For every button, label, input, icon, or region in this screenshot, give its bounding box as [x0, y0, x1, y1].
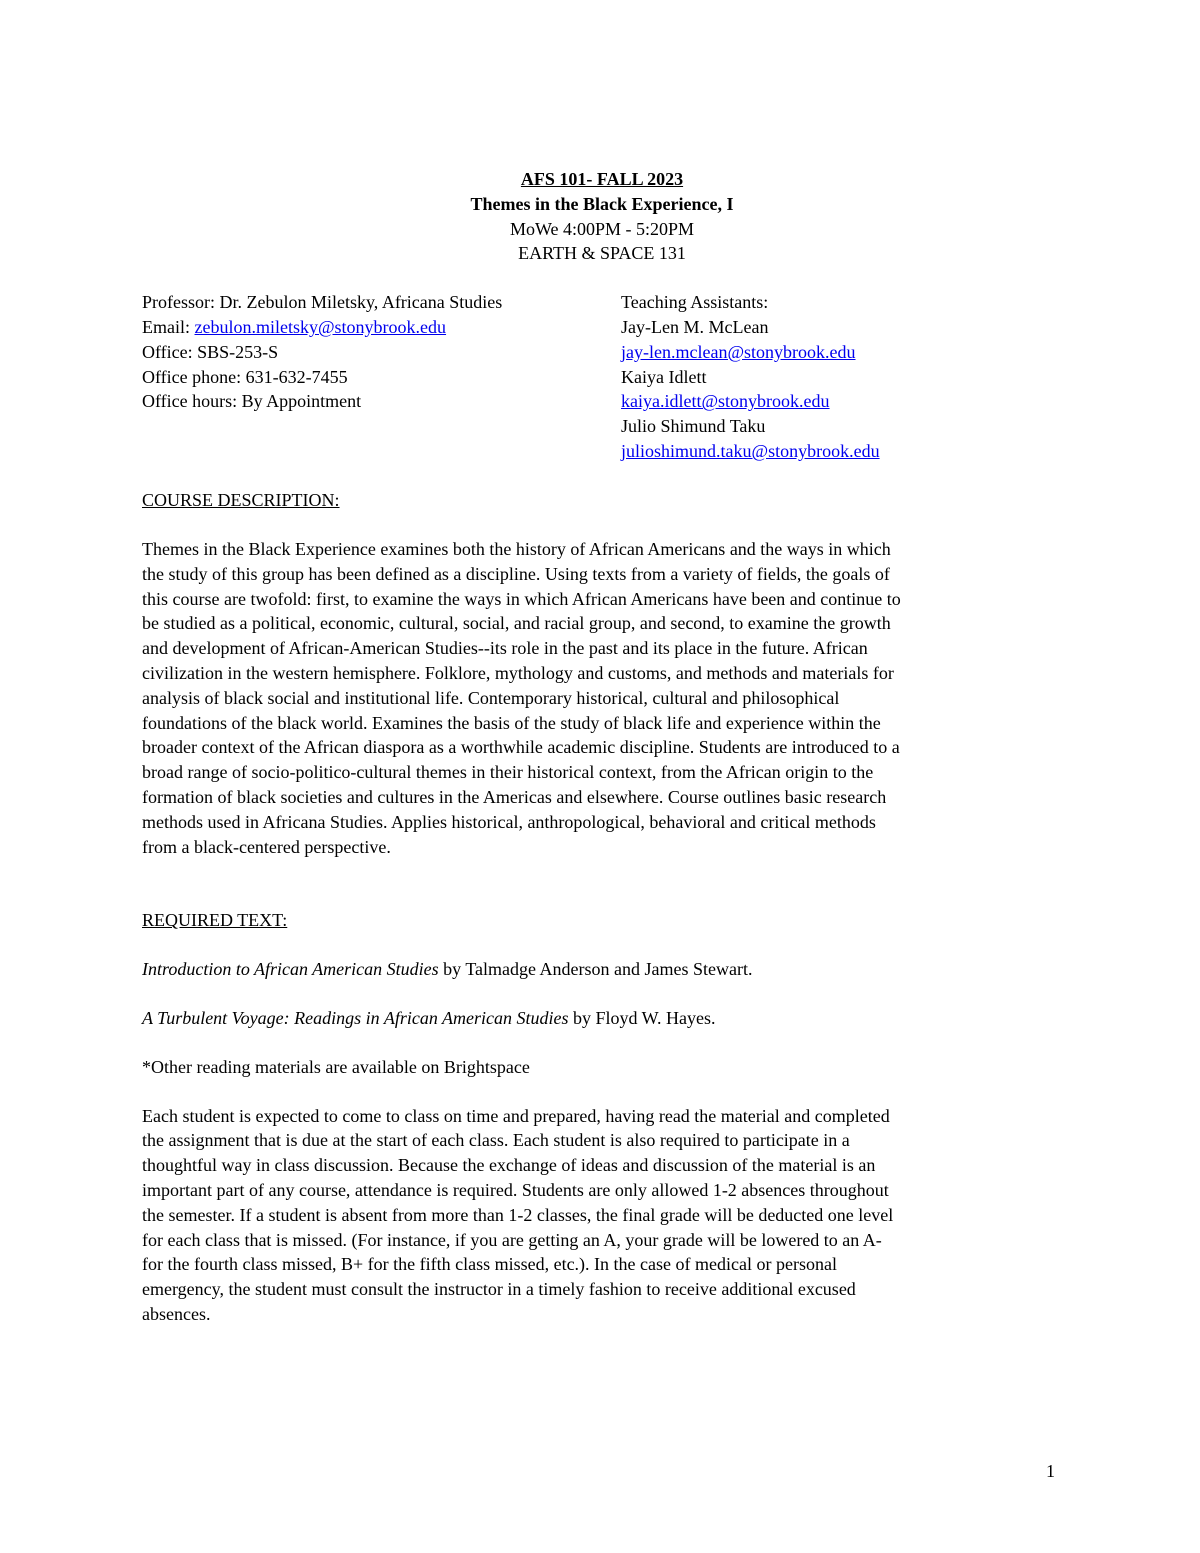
- required-book-2: [142, 1006, 1062, 1031]
- contact-info: [142, 290, 1062, 464]
- required-text-heading: REQUIRED TEXT:: [142, 910, 288, 931]
- course-header: [142, 167, 1062, 266]
- reading-materials-note: *Other reading materials are available on Brightspace: [142, 1056, 530, 1077]
- professor-email-link[interactable]: zebulon.miletsky@stonybrook.edu: [194, 316, 447, 337]
- attendance-line: thoughtful way in class discussion. Because the exchange of ideas and discussion of the material is an: [142, 1155, 876, 1176]
- description-line: this course are twofold: first, to examine the ways in which African Americans have been and continue to: [142, 588, 901, 609]
- attendance-line: important part of any course, attendance is required. Students are only allowed 1-2 absences throughout: [142, 1179, 889, 1200]
- book-title: Introduction to African American Studies: [142, 959, 439, 980]
- description-line: Themes in the Black Experience examines both the history of African Americans and the ways in which: [142, 538, 891, 559]
- course-description-heading: COURSE DESCRIPTION:: [142, 490, 340, 511]
- course-title: Themes in the Black Experience, I: [470, 193, 734, 214]
- professor-hours: Office hours: By Appointment: [142, 391, 362, 412]
- book-title: A Turbulent Voyage: Readings in African American Studies: [142, 1007, 569, 1028]
- ta-name: Kaiya Idlett: [621, 366, 707, 387]
- description-line: foundations of the black world. Examines the basis of the study of black life and experience within the: [142, 712, 881, 733]
- description-line: be studied as a political, economic, cultural, social, and racial group, and second, to examine the growth: [142, 613, 891, 634]
- professor-name: Professor: Dr. Zebulon Miletsky, Africana Studies: [142, 292, 503, 313]
- ta-email-link[interactable]: jay-len.mclean@stonybrook.edu: [621, 341, 856, 362]
- attendance-policy: [142, 1104, 1062, 1327]
- description-line: broader context of the African diaspora as a worthwhile academic discipline. Students are introduced to a: [142, 737, 900, 758]
- description-line: methods used in Africana Studies. Applies historical, anthropological, behavioral and critical methods: [142, 811, 876, 832]
- ta-name: Julio Shimund Taku: [621, 416, 766, 437]
- course-location: EARTH & SPACE 131: [518, 243, 686, 264]
- teaching-assistants: [621, 290, 1061, 464]
- book-authors: by Talmadge Anderson and James Stewart.: [438, 959, 753, 980]
- ta-name: Jay-Len M. McLean: [621, 316, 769, 337]
- page-number: 1: [1046, 1461, 1055, 1481]
- description-line: analysis of black social and institutional life. Contemporary historical, cultural and philosophical: [142, 687, 840, 708]
- book-authors: by Floyd W. Hayes.: [568, 1007, 716, 1028]
- description-line: and development of African-American Studies--its role in the past and its place in the future. African: [142, 638, 868, 659]
- professor-info: [142, 290, 612, 414]
- description-line: civilization in the western hemisphere. Folklore, mythology and customs, and methods and materials for: [142, 662, 894, 683]
- ta-email-link[interactable]: kaiya.idlett@stonybrook.edu: [621, 391, 830, 412]
- course-schedule: MoWe 4:00PM - 5:20PM: [509, 218, 695, 239]
- attendance-line: for the fourth class missed, B+ for the fifth class missed, etc.). In the case of medical or personal: [142, 1254, 837, 1275]
- description-line: the study of this group has been defined as a discipline. Using texts from a variety of fields, the goals of: [142, 563, 890, 584]
- description-line: formation of black societies and cultures in the Americas and elsewhere. Course outlines basic research: [142, 786, 887, 807]
- description-line: broad range of socio-politico-cultural themes in their historical context, from the African origin to the: [142, 762, 874, 783]
- professor-office: Office: SBS-253-S: [142, 341, 279, 362]
- description-line: from a black-centered perspective.: [142, 836, 391, 857]
- attendance-line: absences.: [142, 1303, 211, 1324]
- professor-phone: Office phone: 631-632-7455: [142, 366, 348, 387]
- professor-email-line: [142, 315, 612, 340]
- email-label: Email:: [142, 316, 195, 337]
- attendance-line: the assignment that is due at the start of each class. Each student is also required to participate in a: [142, 1130, 850, 1151]
- course-description-body: [142, 537, 1062, 859]
- required-book-1: [142, 957, 1062, 982]
- syllabus-content: [142, 167, 1062, 1327]
- ta-heading: Teaching Assistants:: [621, 292, 769, 313]
- attendance-line: the semester. If a student is absent from more than 1-2 classes, the final grade will be deducted one level: [142, 1204, 894, 1225]
- attendance-line: emergency, the student must consult the instructor in a timely fashion to receive additional excused: [142, 1279, 856, 1300]
- attendance-line: for each class that is missed. (For instance, if you are getting an A, your grade will be lowered to an A-: [142, 1229, 882, 1250]
- attendance-line: Each student is expected to come to class on time and prepared, having read the material and completed: [142, 1105, 890, 1126]
- ta-email-link[interactable]: julioshimund.taku@stonybrook.edu: [621, 440, 880, 461]
- course-code: AFS 101- FALL 2023: [520, 169, 684, 189]
